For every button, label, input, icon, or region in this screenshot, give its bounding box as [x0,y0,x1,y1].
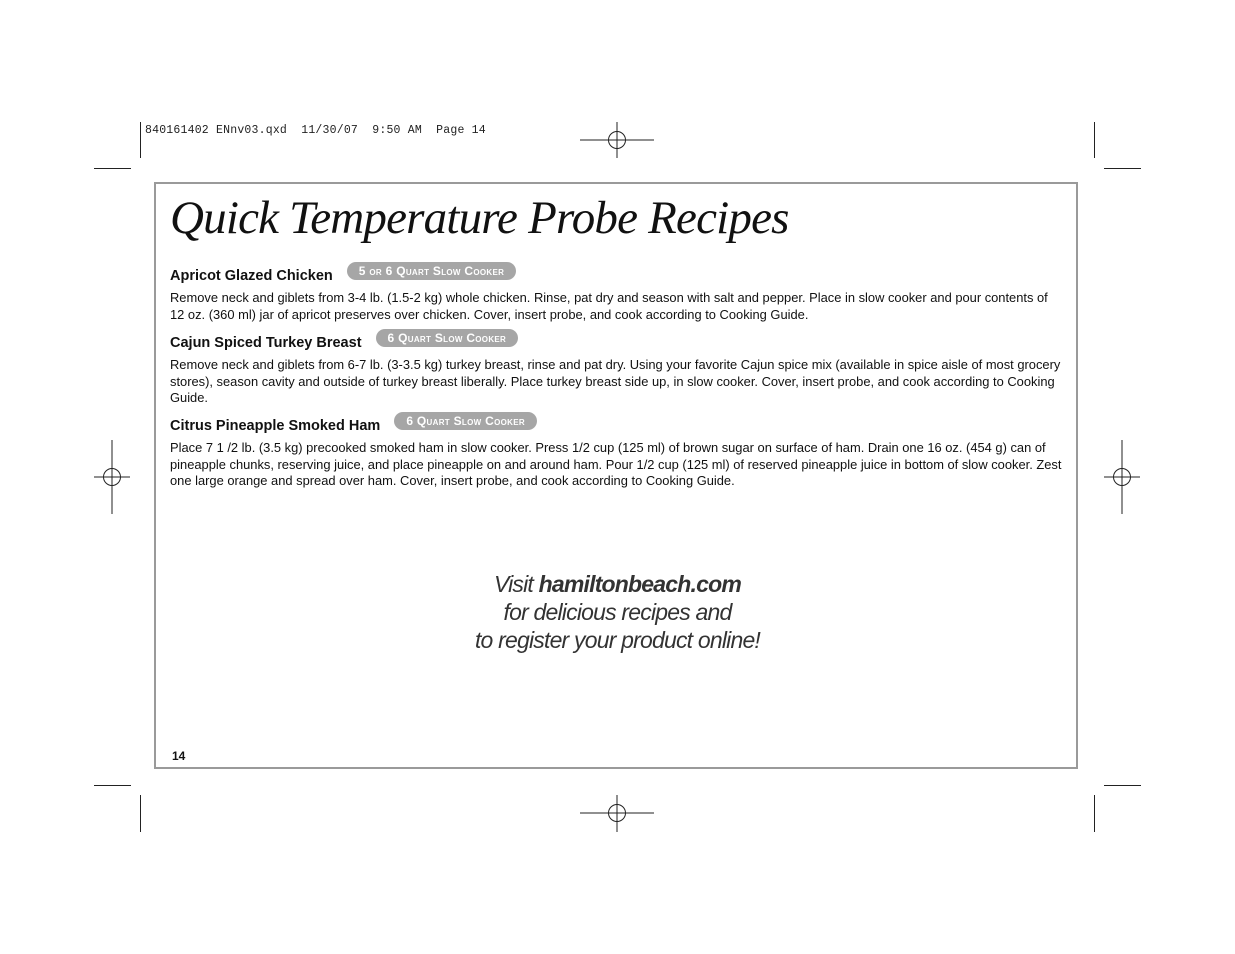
recipe-cajun-spiced-turkey-breast [170,332,1065,407]
recipe-citrus-pineapple-smoked-ham [170,415,1065,490]
cooker-size-badge: 5 or 6 Quart Slow Cooker [347,262,516,280]
recipe-header [170,265,1065,287]
promo-line-2: for delicious recipes and [503,599,732,625]
registration-target-top [580,122,654,158]
recipe-header [170,415,1065,437]
page-title: Quick Temperature Probe Recipes [170,192,789,244]
registration-target-bottom [580,795,654,832]
page-number: 14 [172,749,186,763]
recipe-instructions: Place 7 1 /2 lb. (3.5 kg) precooked smoked ham in slow cooker. Press 1/2 cup (125 ml) of brown sugar on surface of ham. Drain one 16 oz. (454 g) can of pineapple chunks, reserving juice, and place pineapple on and around ham. Pour 1/2 cup (125 ml) of reserved pineapple juice in bottom of slow cooker. Zest one large orange and spread over ham. Cover, insert probe, and cook according to Cooking Guide. [170,440,1062,488]
recipe-instructions: Remove neck and giblets from 3-4 lb. (1.5-2 kg) whole chicken. Rinse, pat dry and season with salt and pepper. Place in slow cooker and pour contents of 12 oz. (360 ml) jar of apricot preserves over chicken. Cover, insert probe, and cook according to Cooking Guide. [170,290,1048,322]
registration-target-left [94,440,130,514]
recipe-name: Apricot Glazed Chicken [170,268,333,284]
promo-line-3: to register your product online! [474,627,761,653]
print-slug-line: 840161402 ENnv03.qxd 11/30/07 9:50 AM Page 14 [145,124,486,137]
registration-target-right [1104,440,1140,514]
visit-word: Visit [493,571,539,597]
website-promo [400,570,835,654]
cooker-size-badge: 6 Quart Slow Cooker [394,412,537,430]
recipe-name: Citrus Pineapple Smoked Ham [170,418,381,434]
recipe-apricot-glazed-chicken [170,265,1065,323]
recipe-instructions: Remove neck and giblets from 6-7 lb. (3-3.5 kg) turkey breast, rinse and pat dry. Using your favorite Cajun spice mix (available in spice aisle of most grocery stores), season cavity and outside of turkey breast liberally. Place turkey breast side up, in slow cooker. Cover, insert probe, and cook according to Cooking Guide. [170,357,1061,405]
website-link[interactable]: hamiltonbeach.com [538,571,742,597]
recipe-header [170,332,1065,354]
promo-line-1 [400,570,835,598]
cooker-size-badge: 6 Quart Slow Cooker [376,329,519,347]
recipe-name: Cajun Spiced Turkey Breast [170,335,362,351]
